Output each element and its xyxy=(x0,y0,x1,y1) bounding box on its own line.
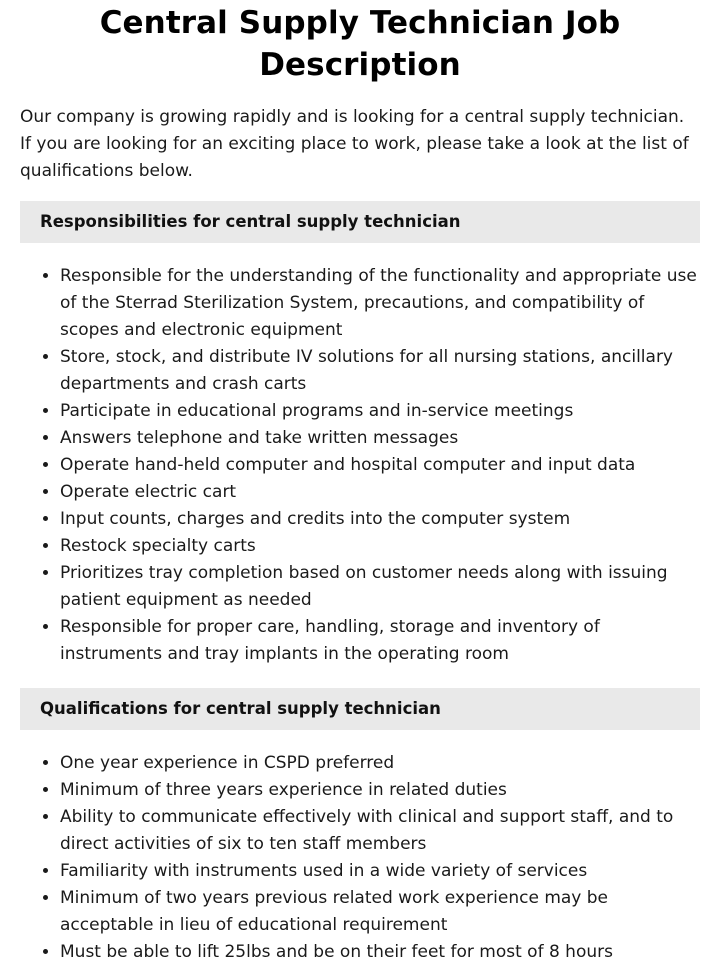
list-item: • Responsible for proper care, handling, storage and inventory of instruments and tray implants in the operating room xyxy=(60,614,700,668)
list-item: • Input counts, charges and credits into the computer system xyxy=(60,506,700,533)
page-title: Central Supply Technician Job Description xyxy=(99,5,621,83)
list-item: • Prioritizes tray completion based on customer needs along with issuing patient equipment as needed xyxy=(60,560,700,614)
qualifications-heading: Qualifications for central supply technician xyxy=(20,688,700,730)
list-item: • Minimum of three years experience in related duties xyxy=(60,777,700,804)
list-item: • One year experience in CSPD preferred xyxy=(60,750,700,777)
list-item: • Operate electric cart xyxy=(60,479,700,506)
qualifications-list xyxy=(20,750,700,966)
list-item: • Ability to communicate effectively with clinical and support staff, and to direct activities of six to ten staff members xyxy=(60,804,700,858)
list-item: • Familiarity with instruments used in a wide variety of services xyxy=(60,858,700,885)
responsibilities-heading: Responsibilities for central supply technician xyxy=(20,201,700,243)
list-item: • Participate in educational programs and in-service meetings xyxy=(60,398,700,425)
list-item: • Restock specialty carts xyxy=(60,533,700,560)
responsibilities-list xyxy=(20,263,700,668)
list-item: • Responsible for the understanding of the functionality and appropriate use of the Sterrad Sterilization System, precautions, and compatibility of scopes and electronic equipment xyxy=(60,263,700,344)
list-item: • Operate hand-held computer and hospital computer and input data xyxy=(60,452,700,479)
list-item: • Answers telephone and take written messages xyxy=(60,425,700,452)
list-item: • Minimum of two years previous related work experience may be acceptable in lieu of educational requirement xyxy=(60,885,700,939)
intro-paragraph: Our company is growing rapidly and is looking for a central supply technician. If you are looking for an exciting place to work, please take a look at the list of qualifications below. xyxy=(20,107,689,181)
list-item: • Store, stock, and distribute IV solutions for all nursing stations, ancillary departments and crash carts xyxy=(60,344,700,398)
list-item: • Must be able to lift 25lbs and be on their feet for most of 8 hours xyxy=(60,939,700,966)
